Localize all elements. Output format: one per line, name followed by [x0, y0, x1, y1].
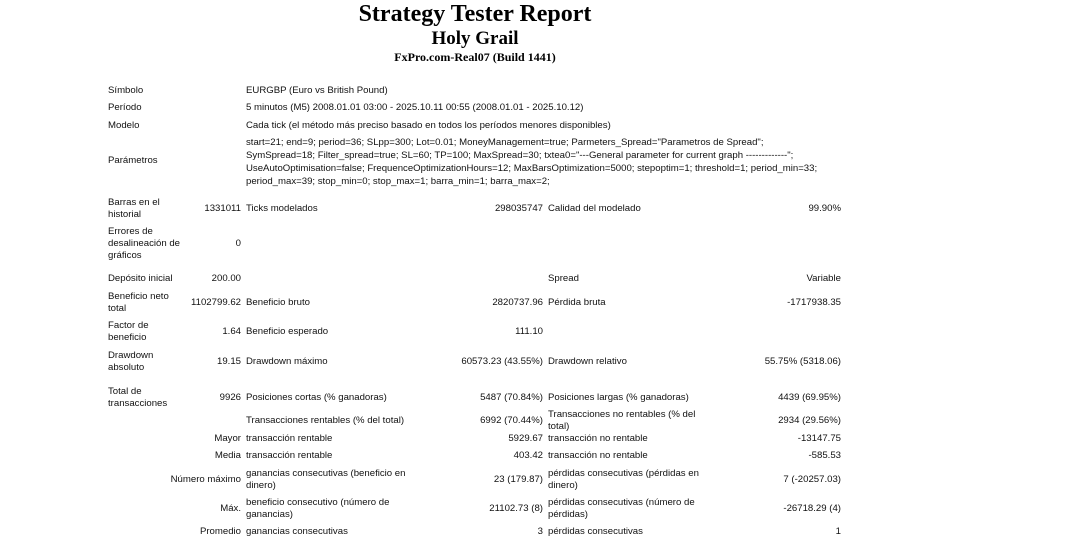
- params-line: period_max=39; stop_min=0; stop_max=1; barra_min=1; barra_max=2;: [246, 176, 550, 187]
- profit-factor-l2: Beneficio esperado: [246, 326, 329, 337]
- maximal-consecutive-v3: -26718.29 (4): [783, 503, 841, 514]
- initial-deposit-v1: 200.00: [211, 273, 241, 284]
- chart-errors-v1: 0: [235, 238, 241, 249]
- net-profit-l3: Pérdida bruta: [548, 297, 606, 308]
- period-value: 5 minutos (M5) 2008.01.01 03:00 - 2025.10.11 00:55 (2008.01.01 - 2025.10.12): [246, 102, 584, 113]
- average-v2: 403.42: [513, 450, 543, 461]
- average-consecutive-v2: 3: [537, 526, 543, 537]
- drawdown-l3: Drawdown relativo: [548, 356, 627, 367]
- maximal-consecutive-l3: pérdidas consecutivas (número de pérdidas): [548, 497, 695, 520]
- profit-factor-v2: 111.10: [515, 326, 543, 337]
- profit-factor-c1: Factor de beneficio: [108, 320, 149, 343]
- row-profitable-trades: [0, 409, 900, 432]
- total-trades-l3: Posiciones largas (% ganadoras): [548, 392, 689, 403]
- average-consecutive-v3: 1: [835, 526, 841, 537]
- net-profit-v3: -1717938.35: [787, 297, 841, 308]
- total-trades-v2: 5487 (70.84%): [480, 392, 543, 403]
- row-chart-errors: [0, 225, 900, 263]
- row-profit-factor: [0, 319, 900, 345]
- largest-v3: -13147.75: [797, 433, 841, 444]
- bars-history-v2: 298035747: [494, 203, 543, 214]
- maximal-consecutive-v2: 21102.73 (8): [489, 503, 543, 514]
- average-l2: transacción rentable: [246, 450, 333, 461]
- initial-deposit-l3: Spread: [548, 273, 579, 284]
- row-largest: [0, 432, 900, 446]
- row-initial-deposit: [0, 272, 900, 286]
- row-model: [0, 119, 900, 133]
- period-label: Período: [108, 102, 142, 113]
- net-profit-v2: 2820737.96: [492, 297, 543, 308]
- total-trades-v1: 9926: [219, 392, 241, 403]
- row-maximal-consecutive: [0, 496, 900, 522]
- max-consecutive-v2: 23 (179.87): [493, 474, 543, 485]
- average-v1: Media: [214, 450, 241, 461]
- params-line: SymSpread=18; Filter_spread=true; SL=60; TP=100; MaxSpread=30; txtea0="---General parameter for current graph -------------";: [246, 150, 794, 161]
- total-trades-v3: 4439 (69.95%): [778, 392, 841, 403]
- initial-deposit-v3: Variable: [806, 273, 841, 284]
- row-parameters: [0, 135, 900, 187]
- symbol-label: Símbolo: [108, 85, 144, 96]
- params-line: UseAutoOptimisation=false; FrequenceOptimizationHours=12; MaxBarsOptimization=5000; stepoptim=1; threshold=1; period_min=33;: [246, 163, 818, 174]
- average-l3: transacción no rentable: [548, 450, 648, 461]
- row-average-consecutive: [0, 525, 900, 539]
- drawdown-v2: 60573.23 (43.55%): [461, 356, 543, 367]
- net-profit-c1: Beneficio neto total: [108, 291, 169, 314]
- max-consecutive-l2: ganancias consecutivas (beneficio en dinero): [246, 468, 406, 491]
- initial-deposit-c1: Depósito inicial: [108, 273, 173, 284]
- server-build: FxPro.com-Real07 (Build 1441): [394, 50, 556, 64]
- maximal-consecutive-l2: beneficio consecutivo (número de ganancias): [246, 497, 390, 520]
- profitable-trades-v3: 2934 (29.56%): [778, 415, 841, 426]
- profitable-trades-l3: Transacciones no rentables (% del total): [548, 409, 696, 432]
- params-label: Parámetros: [108, 155, 158, 166]
- average-consecutive-l2: ganancias consecutivas: [246, 526, 348, 537]
- profit-factor-v1: 1.64: [222, 326, 241, 337]
- bars-history-c1: Barras en el historial: [108, 197, 160, 220]
- average-v3: -585.53: [808, 450, 841, 461]
- bars-history-v1: 1331011: [204, 203, 241, 214]
- max-consecutive-v1: Número máximo: [170, 474, 241, 485]
- model-value: Cada tick (el método más preciso basado en todos los períodos menores disponibles): [246, 120, 611, 131]
- max-consecutive-l3: pérdidas consecutivas (pérdidas en dinero): [548, 468, 699, 491]
- expert-name: Holy Grail: [431, 28, 519, 49]
- average-consecutive-v1: Promedio: [199, 526, 241, 537]
- row-max-consecutive: [0, 467, 900, 493]
- params-line: start=21; end=9; period=36; SLpp=300; Lot=0.01; MoneyManagement=true; Parmeters_Spread="Parametros de Spread";: [246, 137, 764, 148]
- drawdown-c1: Drawdown absoluto: [108, 350, 154, 373]
- profitable-trades-v2: 6992 (70.44%): [480, 415, 543, 426]
- row-symbol: [0, 84, 900, 98]
- params-value: [246, 135, 866, 187]
- row-period: [0, 101, 900, 115]
- chart-errors-c1: Errores de desalineación de gráficos: [108, 226, 181, 261]
- net-profit-l2: Beneficio bruto: [246, 297, 310, 308]
- average-consecutive-l3: pérdidas consecutivas: [548, 526, 643, 537]
- profitable-trades-l2: Transacciones rentables (% del total): [246, 415, 405, 426]
- model-label: Modelo: [108, 120, 140, 131]
- max-consecutive-v3: 7 (-20257.03): [783, 474, 841, 485]
- drawdown-v3: 55.75% (5318.06): [764, 356, 841, 367]
- row-net-profit: [0, 290, 900, 316]
- report-title: Strategy Tester Report: [358, 1, 592, 27]
- bars-history-l3: Calidad del modelado: [548, 203, 641, 214]
- largest-l2: transacción rentable: [246, 433, 333, 444]
- row-drawdown: [0, 349, 900, 375]
- row-average: [0, 449, 900, 463]
- total-trades-c1: Total de transacciones: [108, 386, 168, 409]
- symbol-value: EURGBP (Euro vs British Pound): [246, 85, 388, 96]
- bars-history-v3: 99.90%: [808, 203, 841, 214]
- net-profit-v1: 1102799.62: [191, 297, 241, 308]
- row-bars-history: [0, 196, 900, 222]
- largest-l3: transacción no rentable: [548, 433, 648, 444]
- bars-history-l2: Ticks modelados: [246, 203, 318, 214]
- row-total-trades: [0, 385, 900, 411]
- drawdown-l2: Drawdown máximo: [246, 356, 328, 367]
- maximal-consecutive-v1: Máx.: [220, 503, 241, 514]
- largest-v2: 5929.67: [508, 433, 543, 444]
- drawdown-v1: 19.15: [216, 356, 241, 367]
- largest-v1: Mayor: [214, 433, 241, 444]
- total-trades-l2: Posiciones cortas (% ganadoras): [246, 392, 387, 403]
